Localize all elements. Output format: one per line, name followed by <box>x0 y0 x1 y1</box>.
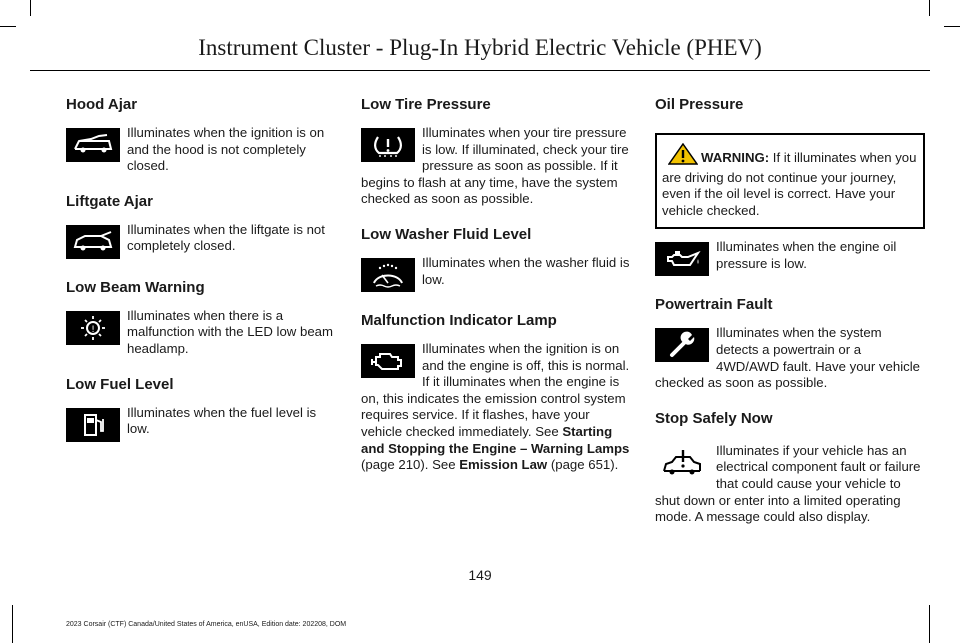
oil-can-icon <box>655 242 709 276</box>
section-low-beam <box>66 279 338 358</box>
entry <box>66 222 338 261</box>
crop-mark <box>0 26 16 27</box>
section-title: Low Fuel Level <box>66 375 174 393</box>
section-oil-pressure <box>655 96 925 278</box>
washer-fluid-icon <box>361 258 415 292</box>
section-title: Liftgate Ajar <box>66 192 153 210</box>
entry <box>66 405 338 444</box>
section-title: Low Beam Warning <box>66 278 205 296</box>
crop-mark <box>944 26 960 27</box>
section-title: Oil Pressure <box>655 96 744 113</box>
fuel-pump-icon <box>66 408 120 442</box>
section-title: Low Washer Fluid Level <box>361 225 532 243</box>
section-title: Malfunction Indicator Lamp <box>361 311 557 329</box>
warning-text: If it illuminates when you are driving do not continue your journey, even if the oil level is correct. Have your vehicle checked. <box>662 150 917 218</box>
cross-reference-link[interactable]: Emission Law <box>459 457 548 473</box>
section-low-tire-pressure <box>361 96 633 208</box>
entry-text: Illuminates when the fuel level is low. <box>127 404 317 437</box>
section-title: Stop Safely Now <box>655 409 773 427</box>
page-reference: (page 651). <box>547 457 619 473</box>
entry <box>655 239 925 278</box>
cross-reference-link[interactable]: Starting and Stopping the Engine – Warning Lamps <box>361 423 630 456</box>
stop-safely-icon <box>655 446 709 480</box>
crop-mark <box>929 605 930 643</box>
hood-ajar-icon <box>66 128 120 162</box>
entry-text: Illuminates when the liftgate is not completely closed. <box>127 221 325 254</box>
page-number: 149 <box>468 567 492 583</box>
warning-box <box>655 133 925 229</box>
entry <box>66 308 338 358</box>
entry <box>361 341 633 474</box>
low-beam-icon <box>66 311 120 345</box>
entry-text: Illuminates when there is a malfunction with the LED low beam headlamp. <box>127 307 333 356</box>
crop-mark <box>12 605 13 643</box>
entry <box>655 325 925 391</box>
entry <box>361 255 633 294</box>
page-header-title: Instrument Cluster - Plug-In Hybrid Electric Vehicle (PHEV) <box>198 35 762 60</box>
section-hood-ajar <box>66 96 338 175</box>
section-title: Powertrain Fault <box>655 296 773 314</box>
header-rule <box>30 70 930 71</box>
entry <box>361 125 633 208</box>
section-stop-safely-now <box>655 410 925 526</box>
entry-text: Illuminates when the washer fluid is low. <box>422 254 630 287</box>
section-title: Hood Ajar <box>66 96 138 113</box>
crop-mark <box>30 0 31 16</box>
entry-text-main: Illuminates when the ignition is on and the engine is off, this is normal. If it illuminates when the engine is on, this indicates the emission control system requires service. If it flashes, have your vehicle checked immediately. See <box>361 340 630 439</box>
entry <box>66 125 338 175</box>
section-low-fuel <box>66 376 338 444</box>
section-malfunction-indicator <box>361 312 633 474</box>
column-2 <box>361 96 633 492</box>
entry-text: Illuminates when your tire pressure is low. If illuminated, check your tire pressure as soon as possible. If it begins to flash at any time, have the system checked as soon as possible. <box>361 125 629 207</box>
wrench-icon <box>655 328 709 362</box>
page-reference: (page 210). See <box>361 457 460 473</box>
entry-text: Illuminates when the system detects a powertrain or a 4WD/AWD fault. Have your vehicle checked as soon as possible. <box>655 325 920 391</box>
entry-text: Illuminates when the ignition is on and the hood is not completely closed. <box>127 125 325 174</box>
crop-mark <box>929 0 930 16</box>
footer-edition: 2023 Corsair (CTF) Canada/United States of America, enUSA, Edition date: 202208, DOM <box>66 621 347 628</box>
entry-text: Illuminates if your vehicle has an electrical component fault or failure that could cause your vehicle to shut down or enter into a limited operating mode. A message could also display. <box>655 442 921 525</box>
entry <box>655 443 925 526</box>
section-liftgate-ajar <box>66 193 338 261</box>
liftgate-ajar-icon <box>66 225 120 259</box>
section-washer-fluid <box>361 226 633 294</box>
tire-pressure-icon <box>361 128 415 162</box>
warning-triangle-icon <box>668 143 698 170</box>
entry-text: Illuminates when the engine oil pressure is low. <box>716 239 897 271</box>
engine-icon <box>361 344 415 378</box>
section-title: Low Tire Pressure <box>361 96 491 113</box>
warning-label: WARNING: <box>701 150 770 165</box>
section-powertrain-fault <box>655 296 925 391</box>
column-1 <box>66 96 338 462</box>
svg-text:!: ! <box>91 324 95 335</box>
column-3 <box>655 96 925 544</box>
